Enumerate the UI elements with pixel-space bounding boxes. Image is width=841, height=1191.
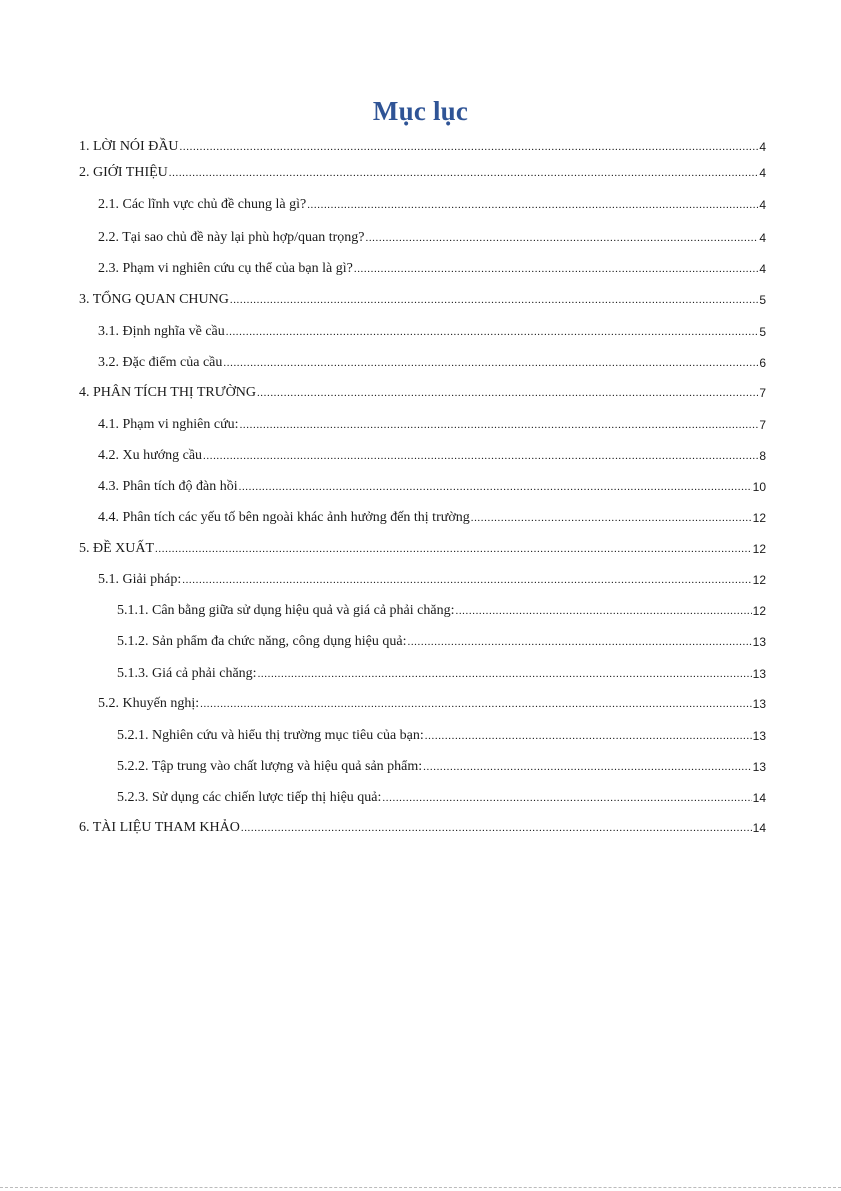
toc-entry[interactable] (98, 319, 766, 341)
toc-entry[interactable] (79, 815, 766, 837)
toc-entry-label: 5.1.2. Sản phẩm đa chức năng, công dụng hiệu quả: (117, 634, 407, 649)
toc-entry[interactable] (98, 225, 766, 247)
toc-page-number: 12 (752, 573, 766, 587)
toc-entry-label: 5.2.3. Sử dụng các chiến lược tiếp thị hiệu quả: (117, 790, 382, 805)
toc-entry-label: 2.2. Tại sao chủ đề này lại phù hợp/quan trọng? (98, 230, 365, 245)
toc-leader-dots (257, 384, 758, 402)
toc-entry[interactable] (117, 754, 766, 776)
toc-leader-dots (182, 571, 751, 589)
toc-leader-dots (203, 447, 758, 465)
toc-entry[interactable] (79, 134, 766, 156)
toc-page-number: 12 (752, 604, 766, 618)
toc-entry[interactable] (98, 443, 766, 465)
toc-leader-dots (223, 354, 758, 372)
toc-entry[interactable] (117, 723, 766, 745)
toc-leader-dots (155, 540, 752, 558)
toc-page-number: 13 (752, 760, 766, 774)
toc-entry-label: 4.4. Phân tích các yếu tố bên ngoài khác ảnh hưởng đến thị trường (98, 510, 470, 525)
toc-entry-label: 5.2. Khuyến nghị: (98, 696, 200, 711)
toc-leader-dots (407, 633, 751, 651)
toc-leader-dots (425, 727, 752, 745)
toc-leader-dots (180, 138, 759, 156)
toc-page-number: 4 (759, 198, 766, 212)
toc-entry-label: 5.1.3. Giá cả phải chăng: (117, 666, 257, 681)
toc-page-number: 13 (752, 729, 766, 743)
toc-entry-label: 2.3. Phạm vi nghiên cứu cụ thể của bạn là gì? (98, 261, 353, 276)
toc-entry-label: 5.1. Giải pháp: (98, 572, 182, 587)
toc-page-number: 4 (759, 140, 766, 154)
toc-page-number: 5 (759, 293, 766, 307)
toc-entry-label: 5.1.1. Cân bằng giữa sử dụng hiệu quả và giá cả phải chăng: (117, 603, 455, 618)
toc-page-number: 12 (752, 511, 766, 525)
toc-entry[interactable] (98, 691, 766, 713)
toc-leader-dots (307, 196, 758, 214)
toc-entry-label: 3.1. Định nghĩa về cầu (98, 324, 225, 339)
toc-entry-label: 4.3. Phân tích độ đàn hồi (98, 479, 238, 494)
toc-entry[interactable] (98, 192, 766, 214)
toc-entry[interactable] (117, 598, 766, 620)
toc-leader-dots (226, 323, 759, 341)
toc-page-number: 14 (752, 791, 766, 805)
toc-entry[interactable] (117, 629, 766, 651)
toc-entry[interactable] (117, 661, 766, 683)
page-bottom-border (0, 1187, 841, 1188)
toc-leader-dots (365, 229, 758, 247)
toc-entry[interactable] (98, 505, 766, 527)
toc-entry-label: 3. TỔNG QUAN CHUNG (79, 292, 229, 307)
toc-page-number: 14 (752, 821, 766, 835)
toc-page-number: 13 (752, 697, 766, 711)
toc-page-number: 7 (759, 418, 766, 432)
toc-leader-dots (423, 758, 751, 776)
toc-leader-dots (471, 509, 752, 527)
toc-leader-dots (230, 291, 758, 309)
toc-page-number: 4 (759, 231, 766, 245)
toc-entry[interactable] (117, 785, 766, 807)
toc-entry-label: 1. LỜI NÓI ĐẦU (79, 139, 179, 154)
toc-entry-label: 2. GIỚI THIỆU (79, 165, 168, 180)
toc-entry-label: 4.2. Xu hướng cầu (98, 448, 203, 463)
toc-leader-dots (455, 602, 751, 620)
toc-entry[interactable] (79, 536, 766, 558)
toc-entry[interactable] (79, 380, 766, 402)
toc-page-number: 12 (752, 542, 766, 556)
toc-entry-label: 3.2. Đặc điểm của cầu (98, 355, 223, 370)
toc-leader-dots (169, 164, 759, 182)
toc-entry[interactable] (79, 287, 766, 309)
toc-page-number: 4 (759, 166, 766, 180)
toc-page-number: 13 (752, 635, 766, 649)
toc-leader-dots (240, 416, 759, 434)
toc-page-number: 10 (752, 480, 766, 494)
toc-leader-dots (241, 819, 752, 837)
toc-leader-dots (200, 695, 752, 713)
toc-leader-dots (382, 789, 751, 807)
toc-page-number: 6 (759, 356, 766, 370)
toc-page-number: 8 (759, 449, 766, 463)
toc-entry-label: 2.1. Các lĩnh vực chủ đề chung là gì? (98, 197, 307, 212)
toc-leader-dots (239, 478, 752, 496)
toc-entry-label: 4.1. Phạm vi nghiên cứu: (98, 417, 239, 432)
toc-entry-label: 6. TÀI LIỆU THAM KHẢO (79, 820, 240, 835)
toc-entry[interactable] (98, 256, 766, 278)
toc-entry[interactable] (98, 350, 766, 372)
toc-entry[interactable] (79, 160, 766, 182)
toc-page-number: 7 (759, 386, 766, 400)
toc-page-number: 4 (759, 262, 766, 276)
toc-entry-label: 5.2.1. Nghiên cứu và hiểu thị trường mục tiêu của bạn: (117, 728, 424, 743)
toc-entry[interactable] (98, 412, 766, 434)
toc-entry-label: 5. ĐỀ XUẤT (79, 541, 155, 556)
toc-entry-label: 4. PHÂN TÍCH THỊ TRƯỜNG (79, 385, 256, 400)
toc-title: Mục lục (372, 96, 469, 126)
toc-entry[interactable] (98, 474, 766, 496)
toc-leader-dots (258, 665, 752, 683)
toc-entry[interactable] (98, 567, 766, 589)
toc-leader-dots (354, 260, 758, 278)
toc-page-number: 5 (759, 325, 766, 339)
toc-entry-label: 5.2.2. Tập trung vào chất lượng và hiệu quả sản phẩm: (117, 759, 423, 774)
toc-page-number: 13 (752, 667, 766, 681)
